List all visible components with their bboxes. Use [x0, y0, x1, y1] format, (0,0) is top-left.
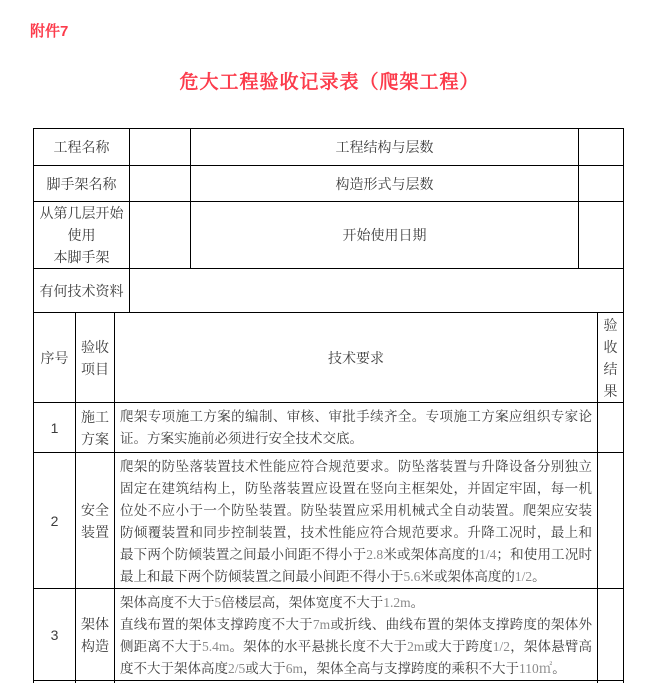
checklist-row-2	[34, 453, 624, 589]
info-row-scaffold	[34, 166, 624, 202]
start-floor-value	[130, 202, 191, 269]
start-floor-label	[34, 202, 130, 269]
item-requirement: 架体高度不大于5倍楼层高，架体宽度不大于1.2m。 直线布置的架体支撑跨度不大于7m或折线、曲线布置的架体支撑跨度的架体外侧距离不大于5.4m。架体的水平悬挑长度不大于2m或大于跨度1/2，架体悬臂高度不大于架体高度2/5或大于6m，架体全高与支撑跨度的乘积不大于110㎡。	[115, 589, 598, 681]
item-no: 3	[34, 589, 76, 681]
scaffold-name-label: 脚手架名称	[34, 166, 130, 202]
page-title: 危大工程验收记录表（爬架工程）	[179, 72, 480, 93]
tech-docs-value	[130, 269, 624, 313]
item-requirement: 爬架的防坠落装置技术性能应符合规范要求。防坠落装置与升降设备分别独立固定在建筑结构上，防坠落装置应设置在竖向主框架处，并固定牢固，每一机位处不应小于一个防坠装置。防坠装置应采用机械式全自动装置。爬架应安装防倾覆装置和同步控制装置，技术性能应符合规范要求。升降工况时，最上和最下两个防倾装置之间最小间距不得小于2.8米或架体高度的1/4；和使用工况时最上和最下两个防倾装置之间最小间距不得小于5.6米或架体高度的1/2。	[115, 453, 598, 589]
scaffold-name-value	[130, 166, 191, 202]
attachment-label: 附件7	[30, 23, 69, 40]
header-no: 序号	[34, 313, 76, 403]
project-name-label: 工程名称	[34, 129, 130, 166]
info-table	[33, 128, 624, 313]
item-result	[598, 403, 624, 453]
structure-floors-label: 工程结构与层数	[191, 129, 579, 166]
checklist-table	[33, 312, 624, 683]
tech-docs-label: 有何技术资料	[34, 269, 130, 313]
start-date-value	[579, 202, 624, 269]
item-result	[598, 589, 624, 681]
item-result	[598, 453, 624, 589]
info-row-start-floor	[34, 202, 624, 269]
info-row-tech-docs	[34, 269, 624, 313]
checklist-header-row	[34, 313, 624, 403]
start-floor-label-lines: 从第几层开始 使用 本脚手架	[39, 205, 124, 265]
form-floors-label: 构造形式与层数	[191, 166, 579, 202]
info-row-project	[34, 129, 624, 166]
header-category: 验收项目	[76, 313, 115, 403]
checklist-row-3	[34, 589, 624, 681]
item-category: 安全装置	[76, 453, 115, 589]
project-name-value	[130, 129, 191, 166]
header-result: 验收结果	[598, 313, 624, 403]
item-no: 2	[34, 453, 76, 589]
structure-floors-value	[579, 129, 624, 166]
item-no: 1	[34, 403, 76, 453]
header-requirement: 技术要求	[115, 313, 598, 403]
item-requirement: 爬架专项施工方案的编制、审核、审批手续齐全。专项施工方案应组织专家论证。方案实施前必须进行安全技术交底。	[115, 403, 598, 453]
checklist-row-1	[34, 403, 624, 453]
item-category: 架体构造	[76, 589, 115, 681]
form-floors-value	[579, 166, 624, 202]
start-date-label: 开始使用日期	[191, 202, 579, 269]
item-category: 施工方案	[76, 403, 115, 453]
